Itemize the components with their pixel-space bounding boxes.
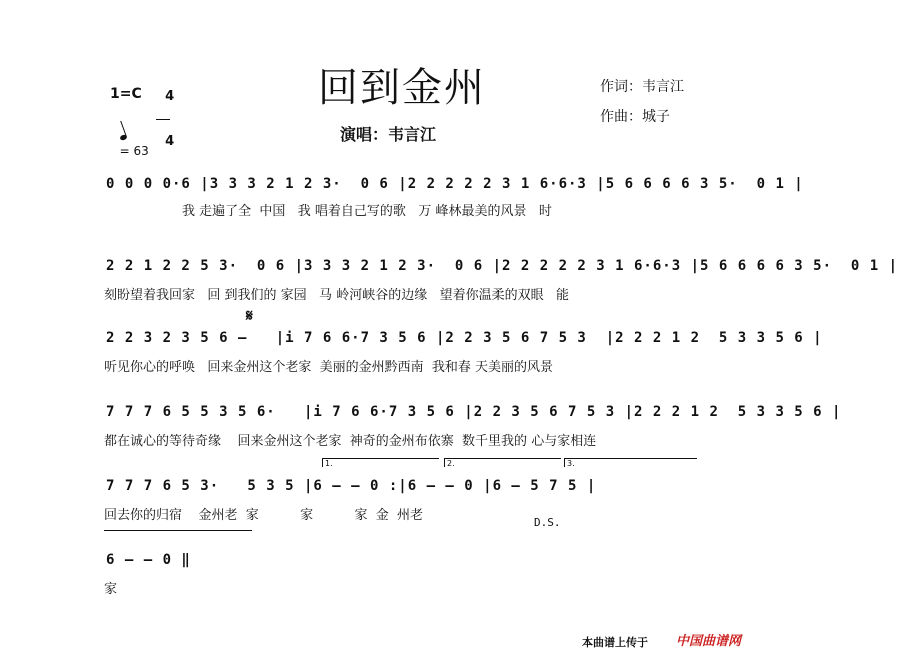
score-line-2: 2 2 1 2 2 5 3· 0 6 |3 3 3 2 1 2 3· 0 6 |2 2 2 2 2 3 1 6·6·3 |5 6 6 6 6 3 5· 0 1 | [106,258,898,274]
time-denominator: 4 [165,134,175,149]
singer-credit: 演唱：韦言江 [340,125,437,144]
time-divider [156,119,170,120]
score-line-5: 7 7 7 6 5 3· 5 3 5 |6 – – 0 :|6 – – 0 |6 – 5 7 5 | [106,478,597,494]
lyric-line-4: 都在诚心的等待奇缘 回来金州这个老家 神奇的金州布依寨 数千里我的 心与家相连 [104,434,597,449]
quarter-note-icon [119,134,127,141]
lyric-line-6: 家 [104,582,118,597]
ds-marking: D.S. [534,516,561,529]
lyric-line-3: 听见你心的呼唤 回来金州这个老家 美丽的金州黔西南 我和春 天美丽的风景 [104,360,554,375]
time-signature [156,76,175,149]
volta-3: 3. [564,458,697,467]
segno-sign: 𝄋 [246,306,253,325]
site-logo[interactable]: 中国曲谱网 [676,634,742,649]
upload-note: 本曲谱上传于 [582,636,648,649]
lyric-line-5: 回去你的归宿 金州老 家 家 家 金 州老 [104,508,423,523]
tempo-marking [112,116,149,158]
lyric-line-1: 我 走遍了全 中国 我 唱着自己写的歌 万 峰林最美的风景 时 [182,204,552,219]
score-line-1: 0 0 0 0·6 |3 3 3 2 1 2 3· 0 6 |2 2 2 2 2 3 1 6·6·3 |5 6 6 6 6 3 5· 0 1 | [106,176,804,192]
score-line-3: 2 2 3 2 3 5 6 – |i 7 6 6·7 3 5 6 |2 2 3 5 6 7 5 3 |2 2 2 1 2 5 3 3 5 6 | [106,330,823,346]
score-line-4: 7 7 7 6 5 5 3 5 6· |i 7 6 6·7 3 5 6 |2 2 3 5 6 7 5 3 |2 2 2 1 2 5 3 3 5 6 | [106,404,842,420]
lyricist-credit: 作词：韦言江 [600,79,684,95]
tempo-value: = 63 [119,144,149,158]
volta-1: 1. [322,458,439,467]
key-signature: 1=C [110,86,142,102]
time-numerator: 4 [165,89,175,104]
ending-bracket [104,530,252,539]
lyric-line-2: 刻盼望着我回家 回 到我们的 家园 马 岭河峡谷的边缘 望着你温柔的双眼 能 [104,288,569,303]
composer-credit: 作曲：城子 [600,109,670,125]
score-line-6: 6 – – 0 ‖ [106,552,191,568]
volta-2: 2. [444,458,561,467]
song-title: 回到金州 [318,65,486,111]
